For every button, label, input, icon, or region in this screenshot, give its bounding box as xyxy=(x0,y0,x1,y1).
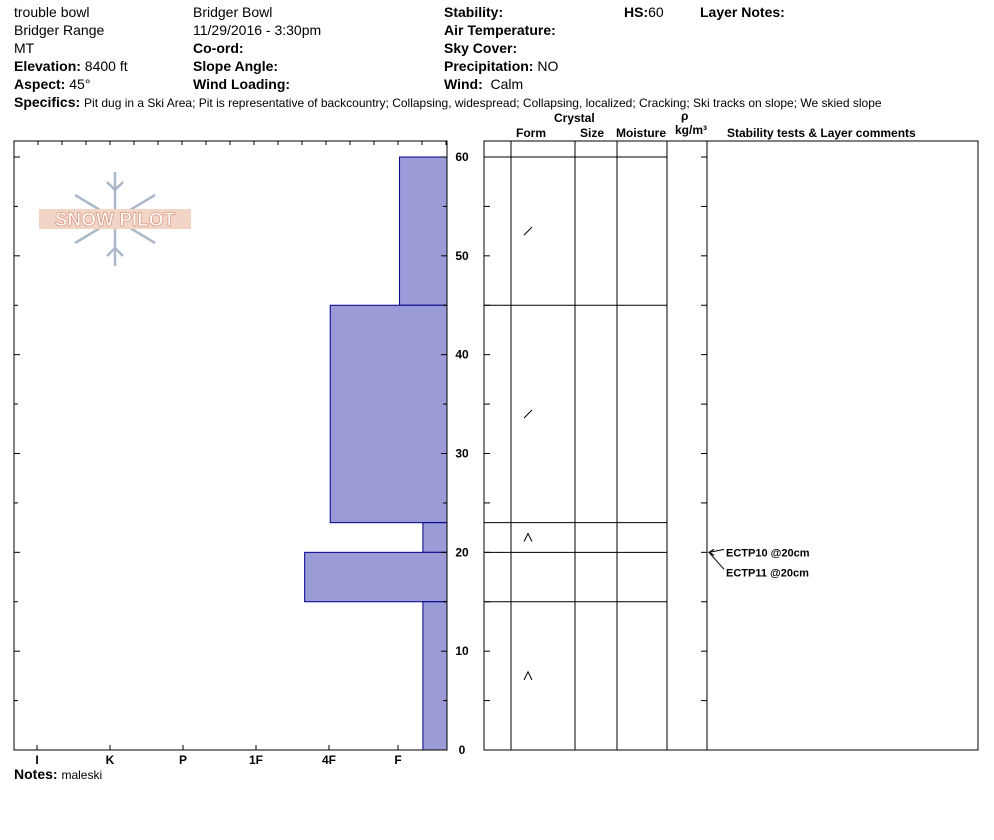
date-time: 11/29/2016 - 3:30pm xyxy=(193,22,322,38)
form-icon-slash xyxy=(524,227,532,235)
state-name: MT xyxy=(14,40,35,56)
y-tick-label: 60 xyxy=(455,150,469,164)
rho-header: ρ xyxy=(681,109,689,123)
x-tick-label: K xyxy=(105,753,115,767)
hardness-bar xyxy=(305,552,447,601)
hs-label: HS: xyxy=(624,4,649,20)
form-icon-caret xyxy=(524,534,532,542)
hardness-bar xyxy=(400,157,447,305)
y-tick-label: 20 xyxy=(455,545,469,560)
air-temperature-label: Air Temperature: xyxy=(444,22,556,38)
y-tick-label: 40 xyxy=(455,347,469,362)
aspect-label: Aspect: xyxy=(14,76,66,92)
hardness-bar xyxy=(330,305,447,522)
x-tick-label: I xyxy=(35,753,39,767)
notes-label: Notes: xyxy=(14,766,58,782)
stability-test-label: ECTP11 @20cm xyxy=(726,567,809,580)
y-tick-label: 50 xyxy=(455,248,469,263)
crystal-table-frame xyxy=(484,141,978,750)
hs-value: 60 xyxy=(648,4,664,20)
stability-label: Stability: xyxy=(444,4,504,20)
specifics-value: Pit dug in a Ski Area; Pit is representative of backcountry; Collapsing, widespread; Collapsing, localized; Cracking; Ski tracks on slope; We skied slope xyxy=(84,96,882,110)
form-header: Form xyxy=(516,126,546,140)
hardness-bar xyxy=(423,602,447,750)
notes-value: maleski xyxy=(61,768,103,782)
stability-test-label: ECTP10 @20cm xyxy=(726,547,810,560)
elevation-label: Elevation: xyxy=(14,58,81,74)
wind-loading-label: Wind Loading: xyxy=(193,76,291,92)
stability-comments-header: Stability tests & Layer comments xyxy=(727,126,916,140)
logo-text: SNOW PILOT xyxy=(54,210,176,231)
sky-cover-label: Sky Cover: xyxy=(444,40,518,56)
specifics-label: Specifics: xyxy=(14,94,81,110)
wind-value: Calm xyxy=(490,76,524,92)
density-unit-header: kg/m³ xyxy=(675,123,708,137)
x-tick-label: F xyxy=(394,753,402,767)
size-header: Size xyxy=(580,126,605,140)
wind-label: Wind: xyxy=(444,76,483,92)
snowpilot-logo xyxy=(39,172,191,266)
coord-label: Co-ord: xyxy=(193,40,244,56)
precipitation-value: NO xyxy=(537,58,559,74)
x-tick-label: 4F xyxy=(321,753,337,767)
elevation-value: 8400 ft xyxy=(84,58,128,74)
slope-angle-label: Slope Angle: xyxy=(193,58,279,74)
x-tick-label: 1F xyxy=(248,753,264,767)
y-tick-label: 30 xyxy=(455,446,469,461)
form-icon-slash xyxy=(524,410,532,418)
area-name: Bridger Bowl xyxy=(193,4,273,20)
crystal-header: Crystal xyxy=(554,111,595,125)
moisture-header: Moisture xyxy=(616,126,667,140)
precipitation-label: Precipitation: xyxy=(444,58,534,74)
location-name: trouble bowl xyxy=(14,4,90,20)
form-icon-caret xyxy=(524,672,532,680)
range-name: Bridger Range xyxy=(14,22,105,38)
y-tick-label: 10 xyxy=(455,644,469,659)
stability-arrow xyxy=(709,552,724,569)
layer-notes-label: Layer Notes: xyxy=(700,4,785,20)
hardness-bar xyxy=(423,523,447,553)
x-tick-label: P xyxy=(178,753,188,767)
aspect-value: 45° xyxy=(69,76,91,92)
y-tick-label: 0 xyxy=(458,743,466,757)
